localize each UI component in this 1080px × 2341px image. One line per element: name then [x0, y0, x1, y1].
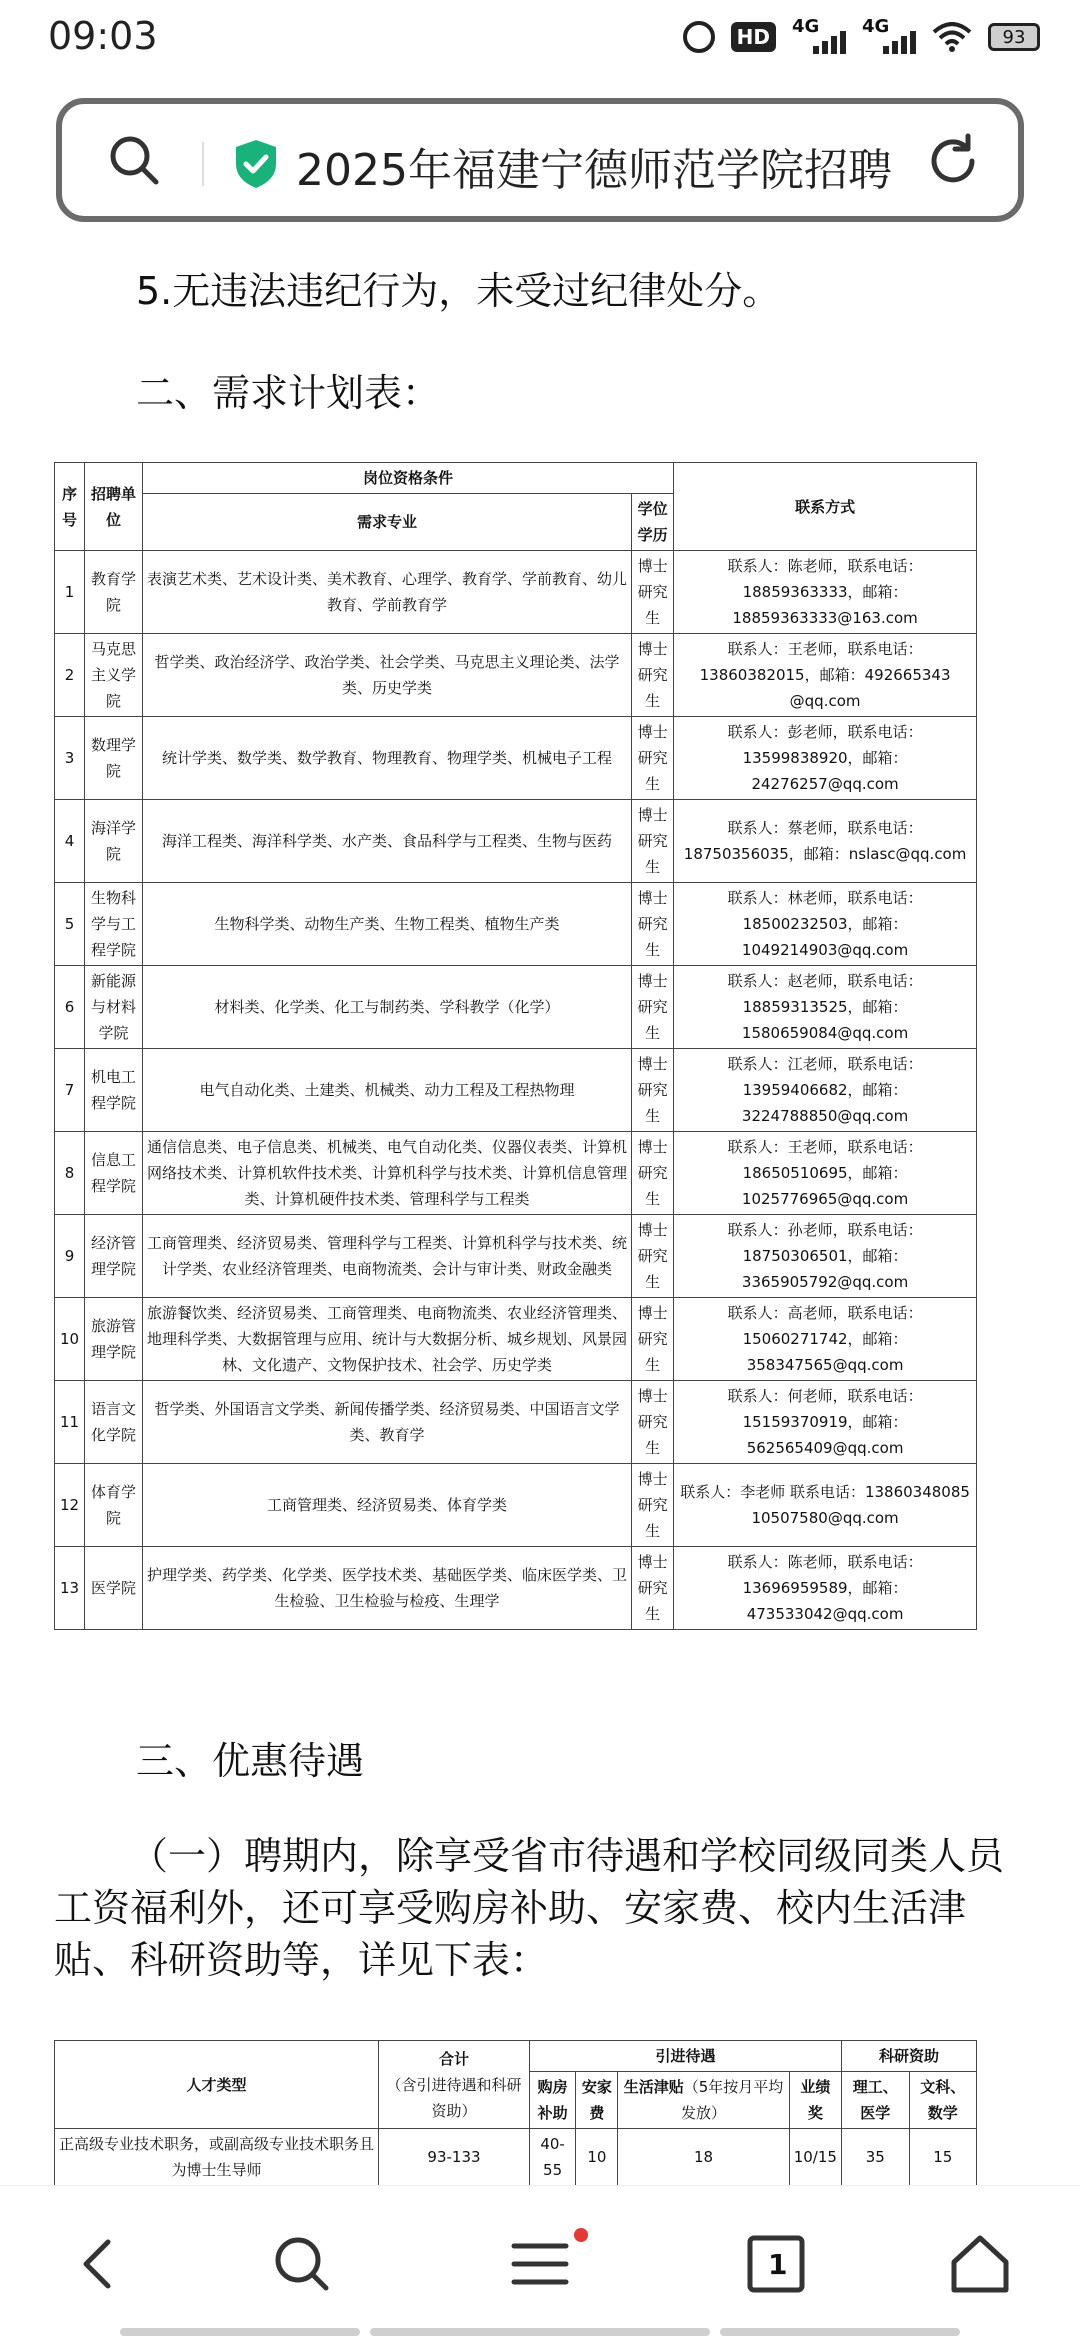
header-arts: 文科、数学 — [909, 2072, 976, 2129]
cell-degree: 博士研究生 — [632, 1464, 674, 1547]
requirement-line-5: 5.无违法违纪行为，未受过纪律处分。 — [136, 269, 781, 313]
wifi-icon — [932, 22, 972, 52]
table-row — [55, 2129, 977, 2186]
cell-seq: 9 — [55, 1215, 85, 1298]
header-seq: 序号 — [55, 463, 85, 551]
cell-degree: 博士研究生 — [632, 966, 674, 1049]
header-research-funding: 科研资助 — [842, 2041, 977, 2072]
cell-major: 统计学类、数学类、数学教育、物理教育、物理学类、机械电子工程 — [142, 717, 631, 800]
header-housing: 购房补助 — [529, 2072, 575, 2129]
cell-contact: 联系人：何老师，联系电话：15159370919，邮箱：562565409@qq.com — [674, 1381, 977, 1464]
header-major: 需求专业 — [142, 494, 631, 551]
table-row — [55, 1547, 977, 1630]
header-sci: 理工、医学 — [842, 2072, 909, 2129]
cell-degree: 博士研究生 — [632, 1132, 674, 1215]
back-icon[interactable] — [68, 2232, 132, 2296]
cell-seq: 6 — [55, 966, 85, 1049]
cell-contact: 联系人：林老师，联系电话：18500232503，邮箱：1049214903@qq.com — [674, 883, 977, 966]
header-total: 合计 （含引进待遇和科研资助） — [379, 2041, 530, 2129]
cell-contact: 联系人：陈老师，联系电话：18859363333，邮箱：18859363333@163.com — [674, 551, 977, 634]
notification-dot — [574, 2228, 588, 2242]
header-living: 生活津贴（5年按月平均发放） — [618, 2072, 789, 2129]
header-intro-benefits: 引进待遇 — [529, 2041, 841, 2072]
cell-contact: 联系人：江老师，联系电话：13959406682，邮箱：3224788850@qq.com — [674, 1049, 977, 1132]
cell-degree: 博士研究生 — [632, 551, 674, 634]
cell-degree: 博士研究生 — [632, 1547, 674, 1630]
header-qualification: 岗位资格条件 — [142, 463, 673, 494]
cell-degree: 博士研究生 — [632, 1215, 674, 1298]
cell-contact: 联系人：孙老师，联系电话：18750306501，邮箱：3365905792@qq.com — [674, 1215, 977, 1298]
search-icon[interactable] — [108, 134, 160, 186]
cell-seq: 11 — [55, 1381, 85, 1464]
header-degree: 学位学历 — [632, 494, 674, 551]
header-bonus: 业绩奖 — [789, 2072, 842, 2129]
cell-unit: 新能源与材料学院 — [84, 966, 142, 1049]
cell-major: 材料类、化学类、化工与制药类、学科教学（化学） — [142, 966, 631, 1049]
alarm-icon — [683, 21, 715, 53]
cell-seq: 2 — [55, 634, 85, 717]
cell-major: 表演艺术类、艺术设计类、美术教育、心理学、教育学、学前教育、幼儿教育、学前教育学 — [142, 551, 631, 634]
header-settle: 安家费 — [576, 2072, 618, 2129]
cell-seq: 5 — [55, 883, 85, 966]
status-icons — [683, 16, 1040, 54]
signal-icon: 4G — [862, 20, 916, 54]
menu-icon[interactable] — [508, 2232, 572, 2296]
table-row — [55, 800, 977, 883]
cell-unit: 生物科学与工程学院 — [84, 883, 142, 966]
cell-seq: 3 — [55, 717, 85, 800]
battery-icon: 93 — [988, 23, 1040, 51]
cell-living: 18 — [618, 2129, 789, 2186]
table-row — [55, 551, 977, 634]
cell-unit: 体育学院 — [84, 1464, 142, 1547]
search-icon[interactable] — [270, 2232, 334, 2296]
tab-count: 1 — [768, 2248, 788, 2281]
section-heading-3: 三、优惠待遇 — [136, 1739, 365, 1783]
home-icon[interactable] — [948, 2232, 1012, 2296]
benefits-paragraph: （一）聘期内，除享受省市待遇和学校同级同类人员工资福利外，还可享受购房补助、安家费、校内生活津贴、科研资助等，详见下表： — [54, 1834, 1005, 1982]
gesture-bar — [120, 2328, 360, 2336]
cell-seq: 13 — [55, 1547, 85, 1630]
cell-degree: 博士研究生 — [632, 1381, 674, 1464]
table-row — [55, 1298, 977, 1381]
cell-contact: 联系人：李老师 联系电话：13860348085 10507580@qq.com — [674, 1464, 977, 1547]
cell-unit: 旅游管理学院 — [84, 1298, 142, 1381]
cell-contact: 联系人：陈老师，联系电话：13696959589，邮箱：473533042@qq.com — [674, 1547, 977, 1630]
cell-seq: 12 — [55, 1464, 85, 1547]
status-bar — [0, 0, 1080, 84]
table-row — [55, 1049, 977, 1132]
cell-settle: 10 — [576, 2129, 618, 2186]
cell-unit: 马克思主义学院 — [84, 634, 142, 717]
reload-icon[interactable] — [924, 132, 982, 190]
cell-total: 93-133 — [379, 2129, 530, 2186]
section-heading-2: 二、需求计划表： — [136, 371, 441, 415]
benefits-table — [54, 2040, 977, 2185]
cell-unit: 语言文化学院 — [84, 1381, 142, 1464]
cell-major: 哲学类、外国语言文学类、新闻传播学类、经济贸易类、中国语言文学类、教育学 — [142, 1381, 631, 1464]
cell-seq: 10 — [55, 1298, 85, 1381]
table-row — [55, 966, 977, 1049]
shield-check-icon — [232, 138, 280, 190]
hd-voice-icon: HD — [731, 22, 776, 52]
cell-seq: 1 — [55, 551, 85, 634]
cell-contact: 联系人：蔡老师，联系电话：18750356035，邮箱：nslasc@qq.com — [674, 800, 977, 883]
cell-major: 哲学类、政治经济学、政治学类、社会学类、马克思主义理论类、法学类、历史学类 — [142, 634, 631, 717]
cell-major: 电气自动化类、土建类、机械类、动力工程及工程热物理 — [142, 1049, 631, 1132]
cell-major: 旅游餐饮类、经济贸易类、工商管理类、电商物流类、农业经济管理类、地理科学类、大数据管理与应用、统计与大数据分析、城乡规划、风景园林、文化遗产、文物保护技术、社会学、历史学类 — [142, 1298, 631, 1381]
cell-degree: 博士研究生 — [632, 634, 674, 717]
cell-major: 生物科学类、动物生产类、生物工程类、植物生产类 — [142, 883, 631, 966]
address-bar[interactable] — [56, 98, 1024, 222]
table-row — [55, 1132, 977, 1215]
cell-sci: 35 — [842, 2129, 909, 2186]
cell-unit: 机电工程学院 — [84, 1049, 142, 1132]
clock: 09:03 — [48, 14, 158, 58]
table-row — [55, 634, 977, 717]
cell-unit: 信息工程学院 — [84, 1132, 142, 1215]
recruitment-plan-table — [54, 462, 977, 1630]
cell-degree: 博士研究生 — [632, 883, 674, 966]
signal-icon: 4G — [792, 20, 846, 54]
cell-contact: 联系人：王老师，联系电话：13860382015，邮箱：492665343 @qq.com — [674, 634, 977, 717]
table-row — [55, 1381, 977, 1464]
cell-major: 通信信息类、电子信息类、机械类、电气自动化类、仪器仪表类、计算机网络技术类、计算机软件技术类、计算机科学与技术类、计算机信息管理类、计算机硬件技术类、管理科学与工程类 — [142, 1132, 631, 1215]
cell-major: 海洋工程类、海洋科学类、水产类、食品科学与工程类、生物与医药 — [142, 800, 631, 883]
cell-degree: 博士研究生 — [632, 800, 674, 883]
header-contact: 联系方式 — [674, 463, 977, 551]
cell-degree: 博士研究生 — [632, 1298, 674, 1381]
cell-unit: 医学院 — [84, 1547, 142, 1630]
cell-arts: 15 — [909, 2129, 976, 2186]
gesture-bar — [370, 2328, 710, 2336]
cell-unit: 教育学院 — [84, 551, 142, 634]
gesture-bar — [720, 2328, 960, 2336]
cell-degree: 博士研究生 — [632, 717, 674, 800]
cell-unit: 海洋学院 — [84, 800, 142, 883]
table-row — [55, 717, 977, 800]
header-unit: 招聘单位 — [84, 463, 142, 551]
header-talent-type: 人才类型 — [55, 2041, 379, 2129]
cell-contact: 联系人：高老师，联系电话：15060271742，邮箱：358347565@qq.com — [674, 1298, 977, 1381]
cell-unit: 数理学院 — [84, 717, 142, 800]
cell-unit: 经济管理学院 — [84, 1215, 142, 1298]
divider — [202, 142, 204, 186]
cell-major: 工商管理类、经济贸易类、管理科学与工程类、计算机科学与技术类、统计学类、农业经济管理类、电商物流类、会计与审计类、财政金融类 — [142, 1215, 631, 1298]
address-text[interactable]: 2025年福建宁德师范学院招聘 — [296, 145, 892, 194]
cell-bonus: 10/15 — [789, 2129, 842, 2186]
cell-seq: 4 — [55, 800, 85, 883]
table-row — [55, 883, 977, 966]
cell-type: 正高级专业技术职务，或副高级专业技术职务且为博士生导师 — [55, 2129, 379, 2186]
cell-contact: 联系人：王老师，联系电话：18650510695，邮箱：1025776965@qq.com — [674, 1132, 977, 1215]
cell-degree: 博士研究生 — [632, 1049, 674, 1132]
cell-contact: 联系人：赵老师，联系电话：18859313525，邮箱：1580659084@qq.com — [674, 966, 977, 1049]
cell-housing: 40-55 — [529, 2129, 575, 2186]
cell-seq: 8 — [55, 1132, 85, 1215]
cell-major: 工商管理类、经济贸易类、体育学类 — [142, 1464, 631, 1547]
cell-contact: 联系人：彭老师，联系电话：13599838920，邮箱：24276257@qq.com — [674, 717, 977, 800]
cell-major: 护理学类、药学类、化学类、医学技术类、基础医学类、临床医学类、卫生检验、卫生检验与检疫、生理学 — [142, 1547, 631, 1630]
bottom-nav — [0, 2185, 1080, 2341]
article-content — [0, 250, 1080, 2185]
cell-seq: 7 — [55, 1049, 85, 1132]
table-row — [55, 1215, 977, 1298]
table-row — [55, 1464, 977, 1547]
